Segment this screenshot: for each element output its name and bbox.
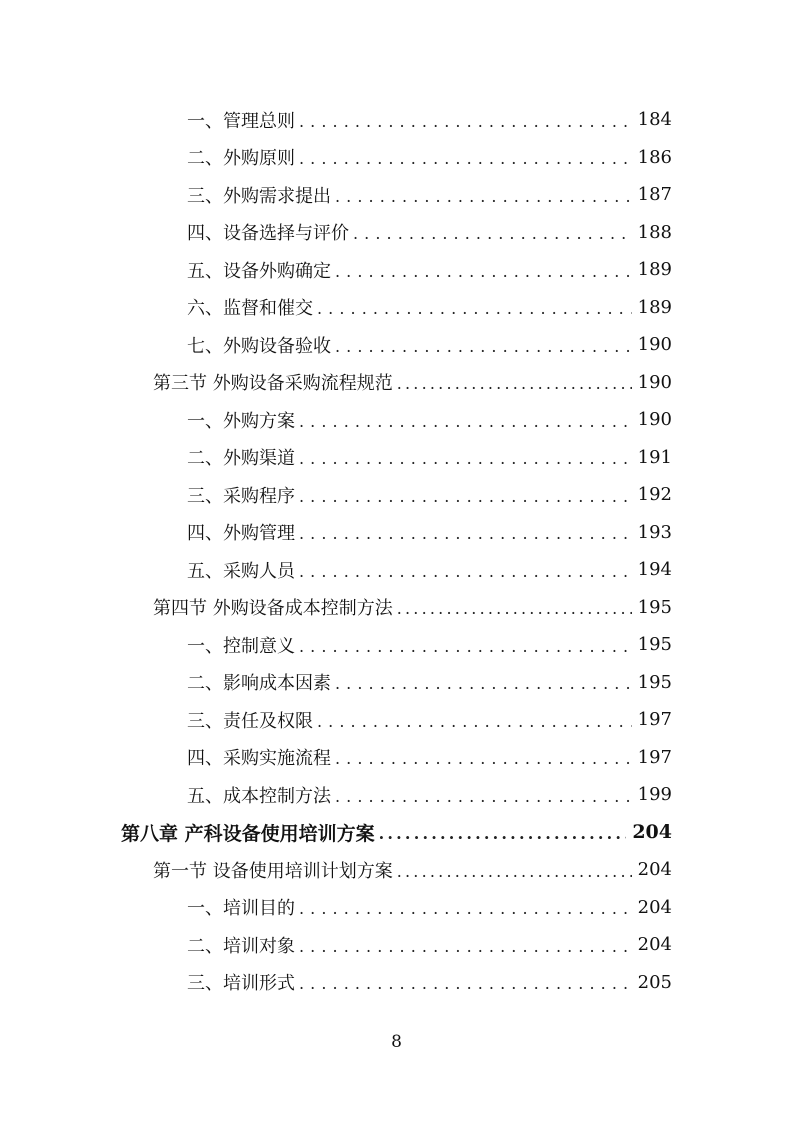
toc-entry-title: 二、外购原则 <box>187 148 295 170</box>
toc-entry-title: 三、培训形式 <box>187 973 295 995</box>
toc-entry-title: 一、管理总则 <box>187 110 295 132</box>
toc-entry[interactable] <box>0 439 793 477</box>
toc-entry[interactable] <box>0 214 793 252</box>
toc-dot-leader <box>299 564 632 580</box>
toc-entry[interactable] <box>0 476 793 514</box>
toc-entry[interactable] <box>0 251 793 289</box>
toc-entry-title: 第四节 外购设备成本控制方法 <box>153 598 393 620</box>
toc-dot-leader <box>397 601 632 617</box>
toc-entry[interactable] <box>0 289 793 327</box>
toc-entry-page: 204 <box>632 821 672 844</box>
toc-entry-title: 五、设备外购确定 <box>187 260 331 282</box>
toc-entry-page: 189 <box>637 259 672 281</box>
toc-entry[interactable] <box>0 101 793 139</box>
toc-entry[interactable] <box>0 926 793 964</box>
toc-entry[interactable] <box>0 326 793 364</box>
toc-entry-page: 205 <box>637 971 672 993</box>
toc-dot-leader <box>397 376 632 392</box>
toc-entry[interactable] <box>0 889 793 927</box>
toc-dot-leader <box>299 639 632 655</box>
toc-section-entry[interactable] <box>0 851 793 889</box>
toc-entry-title: 第八章 产科设备使用培训方案 <box>121 822 375 845</box>
toc-dot-leader <box>335 189 632 205</box>
toc-entry-page: 204 <box>637 934 672 956</box>
toc-entry[interactable] <box>0 139 793 177</box>
toc-entry[interactable] <box>0 176 793 214</box>
toc-dot-leader <box>335 264 632 280</box>
toc-entry-title: 一、控制意义 <box>187 635 295 657</box>
toc-entry-title: 四、外购管理 <box>187 523 295 545</box>
toc-entry[interactable] <box>0 664 793 702</box>
toc-entry[interactable] <box>0 626 793 664</box>
toc-entry-title: 二、外购渠道 <box>187 448 295 470</box>
toc-entry-page: 199 <box>637 784 672 806</box>
toc-entry-page: 189 <box>637 296 672 318</box>
toc-dot-leader <box>299 901 632 917</box>
toc-dot-leader <box>299 939 632 955</box>
toc-entry-title: 一、外购方案 <box>187 410 295 432</box>
toc-entry-page: 187 <box>637 184 672 206</box>
toc-entry-page: 190 <box>637 371 672 393</box>
toc-dot-leader <box>379 826 627 842</box>
toc-entry-page: 186 <box>637 146 672 168</box>
toc-entry-page: 197 <box>637 709 672 731</box>
toc-dot-leader <box>397 864 632 880</box>
toc-dot-leader <box>299 976 632 992</box>
toc-dot-leader <box>299 151 632 167</box>
toc-entry-page: 190 <box>637 334 672 356</box>
toc-entry-title: 第一节 设备使用培训计划方案 <box>153 860 393 882</box>
toc-entry-page: 188 <box>637 221 672 243</box>
toc-dot-leader <box>299 114 632 130</box>
toc-entry-title: 三、外购需求提出 <box>187 185 331 207</box>
toc-entry-page: 195 <box>637 634 672 656</box>
toc-entry-title: 四、设备选择与评价 <box>187 223 349 245</box>
toc-dot-leader <box>335 789 632 805</box>
toc-entry-page: 197 <box>637 746 672 768</box>
toc-entry-title: 五、采购人员 <box>187 560 295 582</box>
toc-entry-page: 195 <box>637 671 672 693</box>
toc-entry-title: 二、培训对象 <box>187 935 295 957</box>
toc-section-entry[interactable] <box>0 589 793 627</box>
toc-entry-title: 三、采购程序 <box>187 485 295 507</box>
toc-entry-page: 195 <box>637 596 672 618</box>
toc-entry-page: 191 <box>637 446 672 468</box>
toc-entry-title: 六、监督和催交 <box>187 298 313 320</box>
toc-entry[interactable] <box>0 401 793 439</box>
toc-dot-leader <box>335 339 632 355</box>
toc-dot-leader <box>317 714 632 730</box>
toc-dot-leader <box>299 414 632 430</box>
toc-dot-leader <box>299 489 632 505</box>
toc-entry-page: 184 <box>637 109 672 131</box>
table-of-contents <box>0 101 793 1001</box>
toc-entry-page: 192 <box>637 484 672 506</box>
toc-entry-page: 204 <box>637 896 672 918</box>
toc-entry-page: 190 <box>637 409 672 431</box>
toc-entry-page: 193 <box>637 521 672 543</box>
toc-dot-leader <box>335 676 632 692</box>
toc-entry[interactable] <box>0 551 793 589</box>
toc-dot-leader <box>335 751 632 767</box>
toc-entry[interactable] <box>0 514 793 552</box>
toc-entry[interactable] <box>0 776 793 814</box>
toc-entry-title: 二、影响成本因素 <box>187 673 331 695</box>
toc-dot-leader <box>299 526 632 542</box>
toc-entry[interactable] <box>0 964 793 1002</box>
page-number: 8 <box>391 1032 402 1052</box>
toc-dot-leader <box>317 301 632 317</box>
toc-dot-leader <box>353 226 632 242</box>
toc-chapter-entry[interactable] <box>0 814 793 852</box>
toc-entry[interactable] <box>0 701 793 739</box>
toc-entry-page: 204 <box>637 859 672 881</box>
toc-entry-title: 一、培训目的 <box>187 898 295 920</box>
toc-section-entry[interactable] <box>0 364 793 402</box>
toc-entry[interactable] <box>0 739 793 777</box>
toc-entry-title: 三、责任及权限 <box>187 710 313 732</box>
toc-entry-title: 四、采购实施流程 <box>187 748 331 770</box>
toc-entry-title: 五、成本控制方法 <box>187 785 331 807</box>
toc-entry-title: 七、外购设备验收 <box>187 335 331 357</box>
toc-dot-leader <box>299 451 632 467</box>
toc-entry-title: 第三节 外购设备采购流程规范 <box>153 373 393 395</box>
toc-entry-page: 194 <box>637 559 672 581</box>
